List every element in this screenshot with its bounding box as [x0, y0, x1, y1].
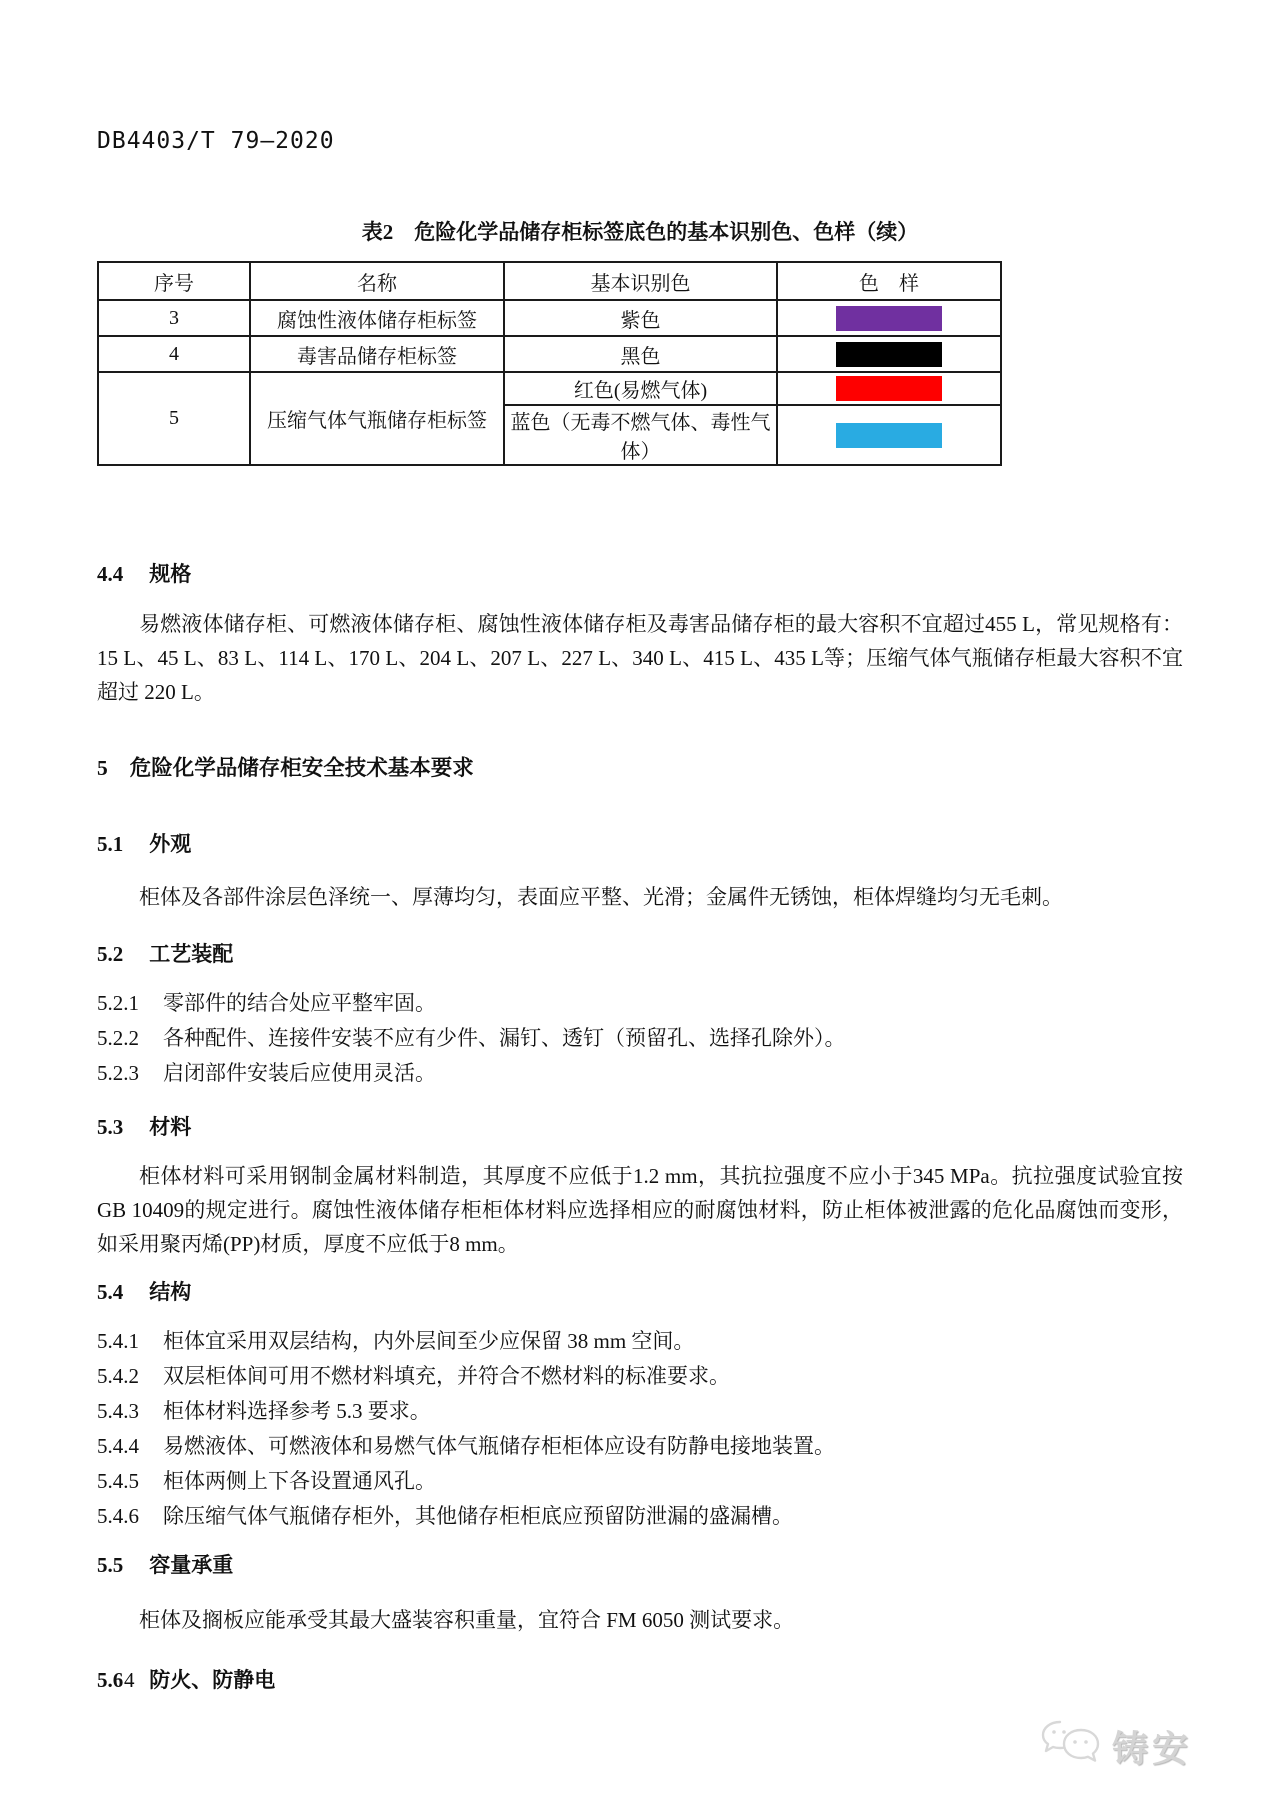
- clause-number: 5.4.5: [97, 1469, 139, 1493]
- clause-text: 各种配件、连接件安装不应有少件、漏钉、透钉（预留孔、选择孔除外）。: [163, 1026, 846, 1050]
- section-title: 外观: [149, 832, 192, 856]
- clause-text: 零部件的结合处应平整牢固。: [163, 991, 436, 1015]
- clause-5-4-1: [97, 1324, 1183, 1359]
- row3-color-label: 紫色: [504, 300, 777, 336]
- chat-bubbles-icon: [1040, 1718, 1102, 1775]
- chapter-5-heading: [97, 751, 1183, 782]
- col-header-index: 序号: [98, 262, 250, 300]
- clause-text: 柜体宜采用双层结构，内外层间至少应保留 38 mm 空间。: [163, 1329, 695, 1353]
- table-header-row: [98, 262, 1001, 300]
- paragraph-5-5: 柜体及搁板应能承受其最大盛装容积重量，宜符合 FM 6050 测试要求。: [139, 1608, 795, 1632]
- clause-5-2-1: [97, 986, 1183, 1021]
- row5-color-label-red: 红色(易燃气体): [504, 372, 777, 405]
- paragraph-4-4: 易燃液体储存柜、可燃液体储存柜、腐蚀性液体储存柜及毒害品储存柜的最大容积不宜超过455 L，常见规格有：15 L、45 L、83 L、114 L、170 L、204 L、207 L、227 L、340 L、415 L、435 L等；压缩气体气瓶储存柜最大容积不宜超过 220 L。: [97, 612, 1183, 704]
- section-number: 5.2: [97, 942, 124, 966]
- row4-color-label: 黑色: [504, 336, 777, 372]
- section-title: 容量承重: [149, 1553, 234, 1577]
- section-5-2-heading: [97, 938, 1183, 968]
- section-5-3-heading: [97, 1111, 1183, 1141]
- table-title: 表2 危险化学品储存柜标签底色的基本识别色、色样（续）: [361, 220, 919, 244]
- section-number: 5.3: [97, 1115, 124, 1139]
- col-header-sample: 色 样: [777, 262, 1001, 300]
- row5-index: 5: [98, 372, 250, 465]
- clause-5-4-2: [97, 1359, 1183, 1394]
- section-5-1-heading: [97, 828, 1183, 858]
- section-5-4-heading: [97, 1276, 1183, 1306]
- black-swatch: [836, 342, 942, 367]
- section-5-6-heading: [97, 1664, 1183, 1694]
- clause-text: 柜体材料选择参考 5.3 要求。: [163, 1399, 431, 1423]
- section-number: 5.6: [97, 1668, 124, 1692]
- clause-text: 柜体两侧上下各设置通风孔。: [163, 1469, 436, 1493]
- paragraph-5-1: 柜体及各部件涂层色泽统一、厚薄均匀，表面应平整、光滑；金属件无锈蚀，柜体焊缝均匀无毛刺。: [139, 885, 1063, 909]
- section-title: 规格: [149, 562, 192, 586]
- color-table: [97, 261, 1002, 466]
- clause-5-4-5: [97, 1464, 1183, 1499]
- section-4-4-heading: [97, 558, 1183, 588]
- table-row: [98, 300, 1001, 336]
- section-number: 4.4: [97, 562, 124, 586]
- row5-swatch-cell-red: [777, 372, 1001, 405]
- row5-name: 压缩气体气瓶储存柜标签: [250, 372, 504, 465]
- purple-swatch: [836, 306, 942, 331]
- row5-swatch-cell-blue: [777, 405, 1001, 465]
- row4-name: 毒害品储存柜标签: [250, 336, 504, 372]
- clause-text: 除压缩气体气瓶储存柜外，其他储存柜柜底应预留防泄漏的盛漏槽。: [163, 1504, 793, 1528]
- clause-number: 5.4.6: [97, 1504, 139, 1528]
- section-title: 防火、防静电: [149, 1668, 276, 1692]
- page-number: 4: [124, 1668, 135, 1692]
- chapter-title: 危险化学品储存柜安全技术基本要求: [129, 756, 474, 780]
- table-row: [98, 336, 1001, 372]
- watermark-text: 铸安: [1111, 1729, 1192, 1769]
- clause-text: 双层柜体间可用不燃材料填充，并符合不燃材料的标准要求。: [163, 1364, 730, 1388]
- row4-index: 4: [98, 336, 250, 372]
- section-title: 材料: [149, 1115, 192, 1139]
- section-number: 5.5: [97, 1553, 124, 1577]
- clause-number: 5.4.4: [97, 1434, 139, 1458]
- row5-color-label-blue: 蓝色（无毒不燃气体、毒性气体）: [504, 405, 777, 465]
- clause-number: 5.4.1: [97, 1329, 139, 1353]
- section-number: 5.4: [97, 1280, 124, 1304]
- table-row: [98, 372, 1001, 405]
- clause-5-4-3: [97, 1394, 1183, 1429]
- col-header-name: 名称: [250, 262, 504, 300]
- paragraph-5-3: 柜体材料可采用钢制金属材料制造，其厚度不应低于1.2 mm，其抗拉强度不应小于345 MPa。抗拉强度试验宜按GB 10409的规定进行。腐蚀性液体储存柜柜体材料应选择相应的耐腐蚀材料，防止柜体被泄露的危化品腐蚀而变形，如采用聚丙烯(PP)材质，厚度不应低于8 mm。: [97, 1164, 1183, 1256]
- section-title: 结构: [149, 1280, 192, 1304]
- doc-number: DB4403/T 79—2020: [97, 128, 335, 154]
- clause-text: 易燃液体、可燃液体和易燃气体气瓶储存柜柜体应设有防静电接地装置。: [163, 1434, 835, 1458]
- clause-5-4-4: [97, 1429, 1183, 1464]
- watermark: [1040, 1718, 1192, 1775]
- chapter-number: 5: [97, 756, 108, 780]
- row3-swatch-cell: [777, 300, 1001, 336]
- clause-number: 5.2.3: [97, 1061, 139, 1085]
- clause-5-4-6: [97, 1499, 1183, 1534]
- clause-number: 5.4.2: [97, 1364, 139, 1388]
- section-5-5-heading: [97, 1549, 1183, 1579]
- clause-number: 5.2.1: [97, 991, 139, 1015]
- section-number: 5.1: [97, 832, 124, 856]
- clause-number: 5.2.2: [97, 1026, 139, 1050]
- clause-5-2-2: [97, 1021, 1183, 1056]
- col-header-basic-color: 基本识别色: [504, 262, 777, 300]
- red-swatch: [836, 376, 942, 401]
- blue-swatch: [836, 423, 942, 448]
- row3-index: 3: [98, 300, 250, 336]
- clause-5-2-3: [97, 1056, 1183, 1091]
- section-title: 工艺装配: [149, 942, 234, 966]
- row3-name: 腐蚀性液体储存柜标签: [250, 300, 504, 336]
- clause-number: 5.4.3: [97, 1399, 139, 1423]
- row4-swatch-cell: [777, 336, 1001, 372]
- clause-text: 启闭部件安装后应使用灵活。: [163, 1061, 436, 1085]
